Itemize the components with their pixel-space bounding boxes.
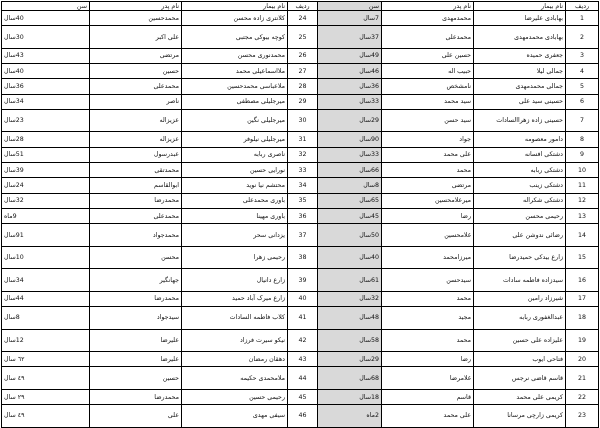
row-number-cell: 26 — [288, 48, 318, 63]
age-cell: 36سال — [2, 79, 90, 94]
age-cell: 29سال — [318, 352, 382, 367]
age-cell: 9ماه — [2, 208, 90, 223]
age-cell: 50سال — [318, 224, 382, 247]
age-cell: 34سال — [2, 269, 90, 292]
age-cell: 40سال — [2, 64, 90, 79]
row-number-cell: 18 — [566, 307, 599, 330]
row-number-cell: 39 — [288, 269, 318, 292]
age-cell: 44سال — [2, 291, 90, 306]
header-patient-name: نام بیمار — [474, 2, 566, 11]
father-name-cell: غلامحسین — [382, 224, 474, 247]
row-number-cell: 8 — [566, 132, 599, 147]
age-cell: 8سال — [2, 307, 90, 330]
age-cell: 58سال — [318, 329, 382, 352]
age-cell: 40سال — [2, 11, 90, 26]
table-row — [2, 208, 599, 223]
patient-name-cell: زارع میرک آباد حمید — [182, 291, 288, 306]
patient-name-cell: جمالی لیلا — [474, 64, 566, 79]
patient-name-cell: نورایی حسین — [182, 163, 288, 178]
table-row — [2, 246, 599, 269]
father-name-cell: محمدجواد — [90, 224, 182, 247]
age-cell: 32سال — [318, 291, 382, 306]
patient-name-cell: کریمی زارچی مرسانا — [474, 405, 566, 428]
row-number-cell: 1 — [566, 11, 599, 26]
father-name-cell: سید حسن — [382, 109, 474, 132]
father-name-cell: سیدجواد — [90, 307, 182, 330]
patient-name-cell: قاسم قاضی نرجس — [474, 367, 566, 390]
row-number-cell: 17 — [566, 291, 599, 306]
patient-name-cell: ملامحمدی حکیمه — [182, 367, 288, 390]
table-row — [2, 224, 599, 247]
patient-name-cell: کلاب فاطمه السادات — [182, 307, 288, 330]
patient-name-cell: دشتکی شکراله — [474, 193, 566, 208]
patient-name-cell: میرجلیلی مصطفی — [182, 94, 288, 109]
header-patient-name: نام بیمار — [182, 2, 288, 11]
father-name-cell: عزیزاله — [90, 132, 182, 147]
age-cell: 34سال — [2, 94, 90, 109]
row-number-cell: 40 — [288, 291, 318, 306]
row-number-cell: 23 — [566, 405, 599, 428]
age-cell: 33سال — [318, 94, 382, 109]
age-cell: 24سال — [2, 178, 90, 193]
table-row — [2, 307, 599, 330]
table-row — [2, 269, 599, 292]
row-number-cell: 19 — [566, 329, 599, 352]
patient-name-cell: میرجلیلی نیلوفر — [182, 132, 288, 147]
table-row — [2, 109, 599, 132]
row-number-cell: 46 — [288, 405, 318, 428]
patient-name-cell: شیرزاد رامین — [474, 291, 566, 306]
father-name-cell: غلامرضا — [382, 367, 474, 390]
father-name-cell: محمد — [382, 163, 474, 178]
patient-name-cell: دشتکی افسانه — [474, 147, 566, 162]
father-name-cell: قاسم — [382, 389, 474, 404]
patient-name-cell: دشتکی ربابه — [474, 163, 566, 178]
table-row — [2, 147, 599, 162]
header-father-name: نام پدر — [382, 2, 474, 11]
father-name-cell: علی — [90, 405, 182, 428]
father-name-cell: مرتضی — [382, 178, 474, 193]
patient-name-cell: جعفری حمیده — [474, 48, 566, 63]
father-name-cell: محمدعلی — [90, 79, 182, 94]
father-name-cell: علی اکبر — [90, 26, 182, 49]
age-cell: 2ماه — [318, 405, 382, 428]
father-name-cell: علی محمد — [382, 147, 474, 162]
father-name-cell: محمدمهدی — [382, 11, 474, 26]
age-cell: 8سال — [318, 178, 382, 193]
age-cell: 65سال — [318, 193, 382, 208]
father-name-cell: حبیب اله — [382, 64, 474, 79]
age-cell: 10سال — [2, 246, 90, 269]
patient-name-cell: رحیمی محسن — [474, 208, 566, 223]
father-name-cell: میرزامحمد — [382, 246, 474, 269]
patient-name-cell: میرجلیلی نگین — [182, 109, 288, 132]
table-row — [2, 94, 599, 109]
father-name-cell: جواد — [382, 132, 474, 147]
patient-name-cell: بهابادی علیرضا — [474, 11, 566, 26]
table-row — [2, 291, 599, 306]
age-cell: ٤٩ سال — [2, 405, 90, 428]
age-cell: ٤٩ سال — [2, 367, 90, 390]
father-name-cell: عبدرسول — [90, 147, 182, 162]
father-name-cell: جهانگیر — [90, 269, 182, 292]
father-name-cell: محسن — [90, 246, 182, 269]
patient-name-cell: علیزاده علی حسین — [474, 329, 566, 352]
father-name-cell: محمدرضا — [90, 389, 182, 404]
father-name-cell: محمدرضا — [90, 193, 182, 208]
table-row — [2, 329, 599, 352]
row-number-cell: 38 — [288, 246, 318, 269]
father-name-cell: محمد — [382, 329, 474, 352]
row-number-cell: 3 — [566, 48, 599, 63]
header-row — [2, 2, 599, 11]
row-number-cell: 9 — [566, 147, 599, 162]
row-number-cell: 29 — [288, 94, 318, 109]
age-cell: 61سال — [318, 269, 382, 292]
row-number-cell: 13 — [566, 208, 599, 223]
row-number-cell: 25 — [288, 26, 318, 49]
father-name-cell: حسین علی — [382, 48, 474, 63]
table-row — [2, 178, 599, 193]
age-cell: 90سال — [318, 132, 382, 147]
father-name-cell: علیرضا — [90, 329, 182, 352]
father-name-cell: محمدحسین — [90, 11, 182, 26]
age-cell: 33سال — [318, 147, 382, 162]
father-name-cell: میرعلامحسین — [382, 193, 474, 208]
father-name-cell: سید محمد — [382, 94, 474, 109]
row-number-cell: 34 — [288, 178, 318, 193]
father-name-cell: ابوالقاسم — [90, 178, 182, 193]
row-number-cell: 16 — [566, 269, 599, 292]
row-number-cell: 28 — [288, 79, 318, 94]
row-number-cell: 20 — [566, 352, 599, 367]
age-cell: 43سال — [2, 48, 90, 63]
patient-name-cell: جمالی محمدمهدی — [474, 79, 566, 94]
age-cell: 37سال — [318, 26, 382, 49]
row-number-cell: 11 — [566, 178, 599, 193]
patient-name-cell: رحیمی زهرا — [182, 246, 288, 269]
father-name-cell: محمدعلی — [90, 208, 182, 223]
table-body — [2, 11, 599, 428]
table-row — [2, 11, 599, 26]
age-cell: 28سال — [2, 132, 90, 147]
patient-name-cell: فتاحی ایوب — [474, 352, 566, 367]
row-number-cell: 10 — [566, 163, 599, 178]
row-number-cell: 7 — [566, 109, 599, 132]
father-name-cell: علیرضا — [90, 352, 182, 367]
father-name-cell: رضا — [382, 208, 474, 223]
age-cell: 12سال — [2, 329, 90, 352]
patient-name-cell: دشتکی زینب — [474, 178, 566, 193]
row-number-cell: 21 — [566, 367, 599, 390]
age-cell: 18سال — [318, 389, 382, 404]
row-number-cell: 31 — [288, 132, 318, 147]
row-number-cell: 2 — [566, 26, 599, 49]
age-cell: 68سال — [318, 367, 382, 390]
father-name-cell: حسین — [90, 64, 182, 79]
row-number-cell: 44 — [288, 367, 318, 390]
age-cell: 36سال — [318, 79, 382, 94]
patient-name-cell: محمدنوری محسن — [182, 48, 288, 63]
patient-name-cell: دامور معصومه — [474, 132, 566, 147]
father-name-cell: عزیزاله — [90, 109, 182, 132]
patient-name-cell: رضائی ندوشن علی — [474, 224, 566, 247]
age-cell: 40سال — [318, 246, 382, 269]
row-number-cell: 36 — [288, 208, 318, 223]
row-number-cell: 5 — [566, 79, 599, 94]
table-row — [2, 367, 599, 390]
patient-name-cell: نیکو سیرت فرزاد — [182, 329, 288, 352]
patient-name-cell: رحیمی حسین — [182, 389, 288, 404]
patient-name-cell: حسینی سید علی — [474, 94, 566, 109]
patient-name-cell: سیدزاده فاطمه سادات — [474, 269, 566, 292]
father-name-cell: رضا — [382, 352, 474, 367]
patient-name-cell: باوری مهینا — [182, 208, 288, 223]
table-row — [2, 79, 599, 94]
row-number-cell: 43 — [288, 352, 318, 367]
row-number-cell: 45 — [288, 389, 318, 404]
father-name-cell: علی محمد — [382, 405, 474, 428]
header-age: سن — [2, 2, 90, 11]
row-number-cell: 4 — [566, 64, 599, 79]
table-row — [2, 64, 599, 79]
row-number-cell: 27 — [288, 64, 318, 79]
row-number-cell: 37 — [288, 224, 318, 247]
row-number-cell: 32 — [288, 147, 318, 162]
father-name-cell: مجید — [382, 307, 474, 330]
row-number-cell: 42 — [288, 329, 318, 352]
father-name-cell: مرتضی — [90, 48, 182, 63]
row-number-cell: 24 — [288, 11, 318, 26]
age-cell: 7سال — [318, 11, 382, 26]
row-number-cell: 6 — [566, 94, 599, 109]
patient-name-cell: ناصری ربابه — [182, 147, 288, 162]
patient-table — [1, 1, 599, 428]
patient-name-cell: ملاعباسی محمدحسین — [182, 79, 288, 94]
table-row — [2, 193, 599, 208]
patient-name-cell: بهابادی محمدمهدی — [474, 26, 566, 49]
table-row — [2, 405, 599, 428]
father-name-cell: محمدرضا — [90, 291, 182, 306]
header-father-name: نام پدر — [90, 2, 182, 11]
father-name-cell: ناصر — [90, 94, 182, 109]
patient-name-cell: محتشم نیا نوید — [182, 178, 288, 193]
patient-name-cell: سیفی مهدی — [182, 405, 288, 428]
age-cell: 46سال — [318, 64, 382, 79]
row-number-cell: 14 — [566, 224, 599, 247]
age-cell: 49سال — [318, 48, 382, 63]
patient-name-cell: یزدانی سحر — [182, 224, 288, 247]
patient-name-cell: کوچه بیوکی مجتبی — [182, 26, 288, 49]
row-number-cell: 22 — [566, 389, 599, 404]
father-name-cell: محمدعلی — [382, 26, 474, 49]
table-row — [2, 352, 599, 367]
row-number-cell: 15 — [566, 246, 599, 269]
father-name-cell: حسین — [90, 367, 182, 390]
age-cell: 29سال — [318, 109, 382, 132]
father-name-cell: محمدتقی — [90, 163, 182, 178]
patient-name-cell: زارع بیدکی حمیدرضا — [474, 246, 566, 269]
age-cell: 66سال — [318, 163, 382, 178]
table-row — [2, 389, 599, 404]
father-name-cell: محمد — [382, 291, 474, 306]
patient-name-cell: کلانتری زاده محسن — [182, 11, 288, 26]
age-cell: 23سال — [2, 109, 90, 132]
age-cell: 30سال — [2, 26, 90, 49]
patient-name-cell: کریمی علی محمد — [474, 389, 566, 404]
age-cell: 39سال — [2, 163, 90, 178]
age-cell: 32سال — [2, 193, 90, 208]
age-cell: 48سال — [318, 307, 382, 330]
table-row — [2, 132, 599, 147]
age-cell: 45سال — [318, 208, 382, 223]
patient-name-cell: زارع دانیال — [182, 269, 288, 292]
row-number-cell: 30 — [288, 109, 318, 132]
header-row-number: ردیف — [288, 2, 318, 11]
patient-name-cell: دهقان رمضان — [182, 352, 288, 367]
patient-name-cell: ملااسماعیلی محمد — [182, 64, 288, 79]
header-age: سن — [318, 2, 382, 11]
table-row — [2, 48, 599, 63]
table-row — [2, 26, 599, 49]
row-number-cell: 12 — [566, 193, 599, 208]
row-number-cell: 41 — [288, 307, 318, 330]
age-cell: ٦٢ سال — [2, 352, 90, 367]
age-cell: 51سال — [2, 147, 90, 162]
row-number-cell: 35 — [288, 193, 318, 208]
patient-name-cell: عبدالغفوری ربابه — [474, 307, 566, 330]
patient-name-cell: حسینی زاده زهراالسادات — [474, 109, 566, 132]
row-number-cell: 33 — [288, 163, 318, 178]
age-cell: 91سال — [2, 224, 90, 247]
father-name-cell: سیدحسن — [382, 269, 474, 292]
patient-list-sheet — [1, 1, 598, 420]
header-row-number: ردیف — [566, 2, 599, 11]
patient-name-cell: باوری محمدعلی — [182, 193, 288, 208]
table-row — [2, 163, 599, 178]
father-name-cell: نامشخص — [382, 79, 474, 94]
age-cell: ٢٩ سال — [2, 389, 90, 404]
